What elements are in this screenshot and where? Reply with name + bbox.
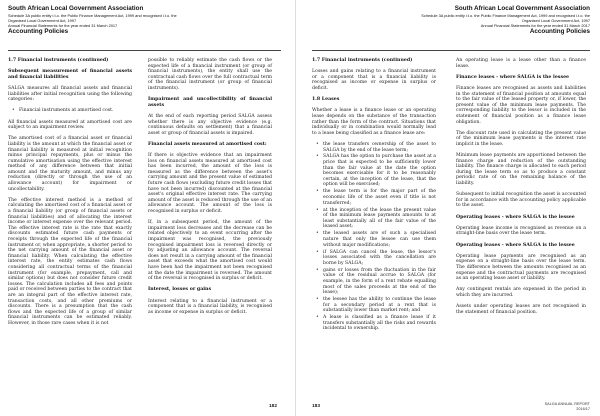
paragraph: All financial assets measured at amortised cost are subject to an impairment review. bbox=[8, 119, 132, 131]
paragraph: Losses and gains relating to a financial instrument or a component that is a financial liability is recognised as income or expense in surplus or deficit. bbox=[312, 69, 436, 91]
section-heading: 1.7 Financial instruments (continued) bbox=[8, 58, 109, 63]
section-heading: Impairment and uncollectibility of financial assets bbox=[148, 97, 272, 108]
paragraph: The effective interest method is a method of calculating the amortised cost of a financial asset or a financial liability (or group of financial assets or financial liabilities) and of allocating the interest income or interest expense over the relevant period. The effective interest rate is the rate that exactly discounts estimated future cash payments or receipts through the expected life of the financial instrument or, when appropriate, a shorter period to the net carrying amount of the financial asset or financial liability. When calculating the effective interest rate, the entity estimates cash flows considering all contractual terms of the financial instrument (for example, prepayment, call and similar options) but does not consider future credit losses. The calculation includes all fees and points paid or received between parties to the contract that are an integral part of the effective interest rate, transaction costs, and all other premiums or discounts. There is a presumption that the cash flows and the expected life of a group of similar financial instruments can be estimated reliably. However, in those rare cases when it is not bbox=[8, 197, 132, 326]
paragraph: Finance leases are recognised as assets and liabilities in the statement of financial position at amounts equal to the fair value of the leased property or, if lower, the present value of the minimum lease payments. The corresponding liability to the lessor is included in the statement of financial position as a finance lease obligation. bbox=[456, 85, 586, 125]
section-heading: Operating leases - where SALGA is the lessee bbox=[456, 242, 575, 248]
list-item: • if SALGA can cancel the lease, the lessor's losses associated with the cancellation are borne by SALGA; bbox=[312, 250, 436, 267]
page-number: 182 bbox=[268, 404, 277, 409]
page-number: 183 bbox=[312, 404, 321, 409]
organisation-name: South African Local Government Association bbox=[454, 5, 590, 12]
paragraph: Subsequent to initial recognition the asset is accounted for in accordance with the accounting policy applicable to the asset. bbox=[456, 192, 586, 209]
paragraph: Operating lease income is recognised as revenue on a straight-line basis over the lease term. bbox=[456, 225, 586, 237]
list-item: • the lease transfers ownership of the asset to SALGA by the end of the lease term; bbox=[312, 142, 436, 153]
list-item: • at the inception of the lease the present value of the minimum lease payments amounts to at least substantially all of the fair value of the leased asset; bbox=[312, 208, 436, 230]
schedule-line: Schedule 3A public entity i.t.o. the Public Finance Management Act, 1999 and recognised i.t.o. the bbox=[8, 12, 177, 18]
paragraph: At the end of each reporting period SALGA assess whether there is any objective evidence (e.g. continuous defaults on settlement) that a financial asset or group of financial assets is impaired. bbox=[148, 113, 272, 136]
section-heading: 1.8 Leases bbox=[312, 97, 340, 103]
right-page bbox=[304, 0, 600, 416]
footer-title: SALGA ANNUAL REPORT bbox=[544, 402, 590, 406]
list-item: • the lease term is for the major part of the economic life of the asset even if title is not transferred; bbox=[312, 189, 436, 206]
statements-line: Annual Financial Statements for the year ended 31 March 2017 bbox=[480, 22, 590, 28]
section-title: Accounting Policies bbox=[529, 27, 590, 35]
list-item: • A lease is classified as a finance lease if it transfers substantially all the risks and rewards incidental to ownership. bbox=[312, 315, 436, 332]
left-column-2 bbox=[148, 58, 272, 321]
section-heading: Financial assets measured at amortised cost: bbox=[148, 141, 267, 147]
list-item: • the leased assets are of such a specialised nature that only the lessee can use them without major modifications; bbox=[312, 231, 436, 248]
right-column-1 bbox=[312, 58, 436, 338]
page-header bbox=[312, 5, 590, 36]
header-rule bbox=[312, 50, 590, 51]
list-item: • SALGA has the option to purchase the asset at a price that is expected to be sufficiently lower than the fair value at the date the option becomes exercisable for it to be reasonably certain, at the inception of the lease, that the option will be exercised; bbox=[312, 154, 436, 188]
paragraph: If, in a subsequent period, the amount of the impairment loss decreases and the decrease can be related objectively to an event occurring after the impairment was recognised, the previously recognised impairment loss is reversed directly or by adjusting an allowance account. The reversal does not result in a carrying amount of the financial asset that exceeds what the amortised cost would have been had the impairment not been recognised at the date the impairment is reversed. The amount of the reversal is recognised in surplus or deficit. bbox=[148, 220, 272, 282]
act-line: Organised Local Government Act, 1997 bbox=[8, 17, 77, 23]
organisation-name: South African Local Government Association bbox=[8, 5, 144, 12]
paragraph: If there is objective evidence that an impairment loss on financial assets measured at amortised cost has been incurred, the amount of the loss is measured as the difference between the asset's carrying amount and the present value of estimated future cash flows (excluding future credit losses that have not been incurred) discounted at the financial asset's original effective interest rate. The carrying amount of the asset is reduced through the use of an allowance account. The amount of the loss is recognised in surplus or deficit. bbox=[148, 153, 272, 215]
schedule-line: Schedule 3A public entity i.t.o. the Public Finance Management Act, 1999 and recognised i.t.o. the bbox=[421, 12, 590, 18]
section-heading: 1.7 Financial instruments (continued) bbox=[312, 58, 413, 63]
section-heading: Finance leases - where SALGA is the lessee bbox=[456, 74, 570, 80]
paragraph: Minimum lease payments are apportioned between the finance charge and reduction of the outstanding liability. The finance charge is allocated to each period during the lease term so as to produce a constant periodic rate of on the remaining balance of the liability. bbox=[456, 153, 586, 187]
section-heading: Operating leases - where SALGA is the lessee bbox=[456, 214, 575, 220]
paragraph: Operating lease payments are recognised as an expense on a straight-line basis over the lease term. The difference between the amounts recognised as an expense and the contractual payments are recognised as an operating lease asset or liability. bbox=[456, 253, 586, 282]
paragraph: Interest relating to a financial instrument or a component that is a financial liability, is recognised as income or expense in surplus or deficit. bbox=[148, 298, 272, 315]
list-item: • the lessee has the ability to continue the lease for a secondary period at a rent that is substantially lower than market rent; and bbox=[312, 297, 436, 314]
bullet-list bbox=[8, 108, 132, 114]
left-page bbox=[0, 0, 296, 416]
page-header bbox=[8, 5, 281, 36]
section-title: Accounting Policies bbox=[8, 27, 69, 35]
paragraph: Any contingent rentals are expensed in the period in which they are incurred. bbox=[456, 287, 586, 298]
paragraph: The amortised cost of a financial asset or financial liability is the amount at which the financial asset or financial liability is measured at initial recognition minus principal repayments, plus or minus the cumulative amortisation using the effective interest method of any difference between that initial amount and the maturity amount, and minus any reduction (directly or through the use of an allowance account) for impairment or uncollectability. bbox=[8, 136, 132, 192]
paragraph: SALGA measures all financial assets and financial liabilities after initial recognition using the following categories: bbox=[8, 85, 132, 103]
section-heading: Subsequent measurement of financial assets and financial liabilities bbox=[8, 69, 132, 80]
paragraph: The discount rate used in calculating the present value of the minimum lease payments is the interest rate implicit in the lease. bbox=[456, 130, 586, 147]
bullet-list bbox=[312, 142, 436, 332]
paragraph: Assets under operating leases are not recognised in the statement of financial position. bbox=[456, 304, 586, 315]
statements-line: Annual Financial Statements for the year ended 31 March 2017 bbox=[8, 22, 118, 28]
paragraph: An operating lease is a lease other than a finance lease. bbox=[456, 58, 586, 69]
section-heading: Interest, losses or gains bbox=[148, 287, 212, 293]
act-line: Organised Local Government Act, 1997 bbox=[521, 17, 590, 23]
paragraph: Whether a lease is a finance lease or an operating lease depends on the substance of the transaction rather than the form of the contract. Situations that individually or in combination would normally lead to a lease being classified as a finance lease are: bbox=[312, 108, 436, 136]
list-item: • Financial instruments at amortised cost. bbox=[8, 108, 132, 114]
left-column-1 bbox=[8, 58, 132, 332]
footer-year: 2016/17 bbox=[576, 407, 590, 411]
header-rule bbox=[8, 50, 281, 51]
report-footer bbox=[545, 402, 590, 412]
list-item: • gains or losses from the fluctuation in the fair value of the residual accrue to SALGA (for example, in the form of a rent rebate equalling most of the sales proceeds at the end of the lease); bbox=[312, 268, 436, 296]
paragraph: possible to reliably estimate the cash flows or the expected life of a financial instrument (or group of financial instruments), the entity shall use the contractual cash flows over the full contractual term of the financial instrument (or group of financial instruments). bbox=[148, 58, 272, 91]
right-column-2 bbox=[456, 58, 586, 321]
